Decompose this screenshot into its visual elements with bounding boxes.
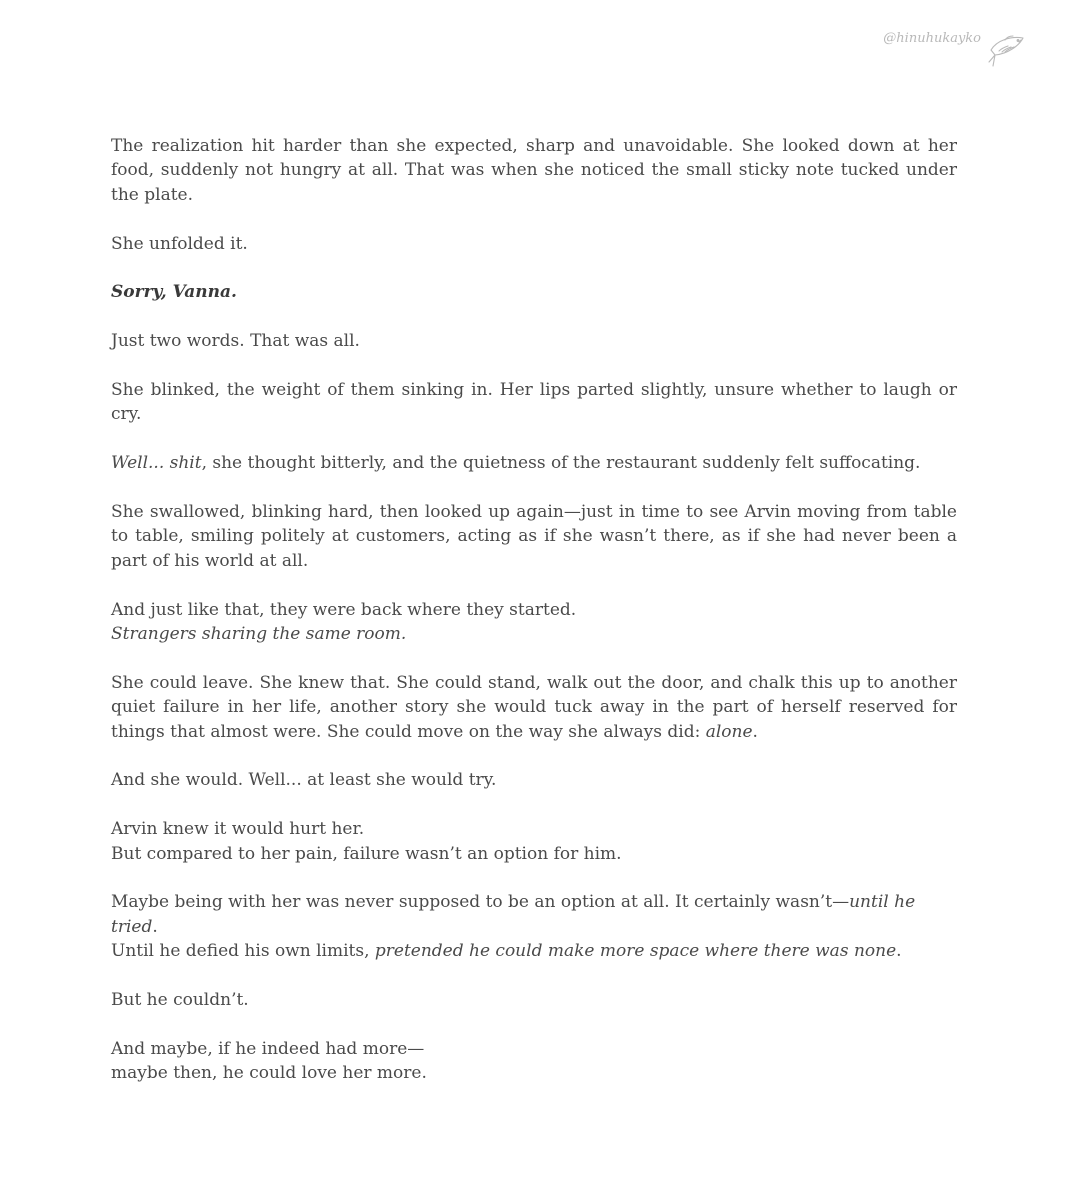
paragraph-he-couldnt: But he couldn’t. [111,990,249,1011]
line-maybe-being [111,890,957,939]
text-could-leave: She could leave. She knew that. She could stand, walk out the door, and chalk this up to another quiet failure in her life, another story she would tuck away in the part of herself reserved for things that almost were. She could move on the way she always did: [111,672,957,742]
text-period: . [752,721,758,742]
line-compared-to-pain: But compared to her pain, failure wasn’t an option for him. [111,843,622,864]
fish-icon [985,28,1027,72]
italic-until-he-tried: until he tried [111,892,916,937]
paragraph-two-words: Just two words. That was all. [111,331,360,352]
paragraph-unfolded: She unfolded it. [111,233,248,254]
line-defied-limits [111,939,957,963]
paragraph-note [111,280,957,304]
watermark [883,28,1027,72]
italic-pretended: pretended he could make more space where there was none [374,941,897,962]
text-maybe-being: Maybe being with her was never supposed to be an option at all. It certainly wasn’t— [111,892,850,913]
paragraph-blinked: She blinked, the weight of them sinking in. Her lips parted slightly, unsure whether to laugh or cry. [111,380,957,425]
note-text: Sorry, Vanna. [111,282,237,303]
paragraph-arvin-knew [111,817,957,866]
line-strangers: Strangers sharing the same room. [111,624,407,645]
paragraph-maybe-being [111,890,957,963]
text-period-2: . [896,941,902,962]
paragraph-maybe-more [111,1037,957,1086]
line-arvin-knew: Arvin knew it would hurt her. [111,819,365,840]
paragraph-she-would: And she would. Well... at least she would try. [111,770,497,791]
watermark-handle: @hinuhukayko [883,31,981,46]
line-love-her-more: maybe then, he could love her more. [111,1063,427,1084]
paragraph-realization: The realization hit harder than she expected, sharp and unavoidable. She looked down at her food, suddenly not hungry at all. That was when she noticed the small sticky note tucked under the plate. [111,136,957,205]
text-thought-bitterly: , she thought bitterly, and the quietness of the restaurant suddenly felt suffocating. [201,453,921,474]
paragraph-well-shit [111,451,957,475]
line-back-where-started: And just like that, they were back where they started. [111,599,577,620]
line-indeed-had-more: And maybe, if he indeed had more— [111,1038,425,1059]
text-period-1: . [152,916,158,937]
paragraph-could-leave [111,671,957,744]
italic-well-shit: Well... shit [111,453,202,474]
paragraph-swallowed: She swallowed, blinking hard, then looked up again—just in time to see Arvin moving from table to table, smiling politely at customers, acting as if she wasn’t there, as if she had never been a part of his world at all. [111,502,957,571]
story-text [111,134,957,1110]
italic-alone: alone [705,721,753,742]
paragraph-back-where-started [111,598,957,647]
text-defied-limits: Until he defied his own limits, [111,941,375,962]
